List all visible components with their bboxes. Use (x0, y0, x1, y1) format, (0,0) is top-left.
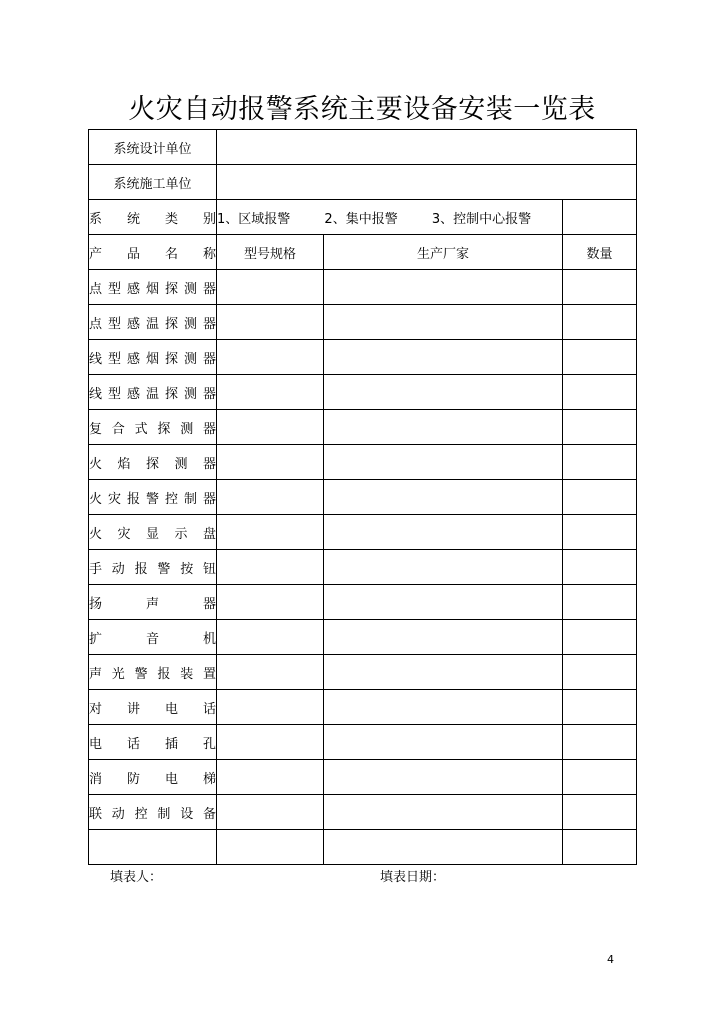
model-spec-cell[interactable] (217, 515, 324, 550)
table-row (89, 305, 637, 340)
manufacturer-cell[interactable] (324, 270, 563, 305)
design-unit-row (89, 130, 637, 165)
manufacturer-cell[interactable] (324, 830, 563, 865)
column-header-row (89, 235, 637, 270)
table-row (89, 585, 637, 620)
model-spec-cell[interactable] (217, 410, 324, 445)
table-row (89, 620, 637, 655)
product-name-cell: 线型感温探测器 (89, 375, 217, 410)
manufacturer-cell[interactable] (324, 690, 563, 725)
product-name-cell: 点型感烟探测器 (89, 270, 217, 305)
product-name-cell: 手 动 报 警 按 钮 (89, 550, 217, 585)
table-row (89, 445, 637, 480)
product-name-cell: 声 光 警 报 装 置 (89, 655, 217, 690)
manufacturer-cell[interactable] (324, 760, 563, 795)
table-row (89, 830, 637, 865)
model-spec-cell[interactable] (217, 270, 324, 305)
model-spec-cell[interactable] (217, 620, 324, 655)
product-name-cell: 消 防 电 梯 (89, 760, 217, 795)
product-name-cell: 线型感烟探测器 (89, 340, 217, 375)
product-name-cell: 火灾报警控制器 (89, 480, 217, 515)
install-unit-label: 系统施工单位 (89, 165, 217, 200)
manufacturer-cell[interactable] (324, 515, 563, 550)
system-type-label: 系 统 类 别 (89, 200, 217, 235)
manufacturer-cell[interactable] (324, 620, 563, 655)
design-unit-field[interactable] (217, 130, 637, 165)
manufacturer-cell[interactable] (324, 795, 563, 830)
model-spec-cell[interactable] (217, 445, 324, 480)
manufacturer-cell[interactable] (324, 340, 563, 375)
model-spec-cell[interactable] (217, 585, 324, 620)
system-type-option-regional[interactable]: 1、区域报警 (217, 211, 291, 227)
table-row (89, 410, 637, 445)
table-row (89, 480, 637, 515)
quantity-cell[interactable] (563, 550, 637, 585)
quantity-cell[interactable] (563, 375, 637, 410)
model-spec-cell[interactable] (217, 550, 324, 585)
system-type-options (217, 200, 563, 235)
quantity-cell[interactable] (563, 410, 637, 445)
manufacturer-cell[interactable] (324, 410, 563, 445)
system-type-row (89, 200, 637, 235)
quantity-cell[interactable] (563, 270, 637, 305)
table-row (89, 550, 637, 585)
manufacturer-cell[interactable] (324, 480, 563, 515)
system-type-extra-cell[interactable] (563, 200, 637, 235)
model-spec-cell[interactable] (217, 690, 324, 725)
manufacturer-cell[interactable] (324, 725, 563, 760)
manufacturer-cell[interactable] (324, 550, 563, 585)
quantity-cell[interactable] (563, 515, 637, 550)
quantity-cell[interactable] (563, 585, 637, 620)
table-row (89, 375, 637, 410)
model-spec-cell[interactable] (217, 725, 324, 760)
document-title: 火灾自动报警系统主要设备安装一览表 (128, 94, 596, 125)
manufacturer-cell[interactable] (324, 375, 563, 410)
table-row (89, 690, 637, 725)
product-name-cell: 扩 音 机 (89, 620, 217, 655)
product-name-cell: 点型感温探测器 (89, 305, 217, 340)
product-name-cell: 对 讲 电 话 (89, 690, 217, 725)
date-label: 填表日期： (380, 870, 446, 885)
model-spec-cell[interactable] (217, 340, 324, 375)
quantity-cell[interactable] (563, 620, 637, 655)
table-row (89, 795, 637, 830)
table-row (89, 270, 637, 305)
equipment-table (88, 129, 637, 865)
product-name-cell (89, 830, 217, 865)
product-name-cell: 火 灾 显 示 盘 (89, 515, 217, 550)
table-row (89, 725, 637, 760)
model-spec-cell[interactable] (217, 655, 324, 690)
product-name-cell: 火 焰 探 测 器 (89, 445, 217, 480)
quantity-cell[interactable] (563, 830, 637, 865)
quantity-cell[interactable] (563, 340, 637, 375)
column-header-manufacturer: 生产厂家 (324, 235, 563, 270)
manufacturer-cell[interactable] (324, 655, 563, 690)
table-row (89, 655, 637, 690)
model-spec-cell[interactable] (217, 375, 324, 410)
design-unit-label: 系统设计单位 (89, 130, 217, 165)
column-header-model-spec: 型号规格 (217, 235, 324, 270)
quantity-cell[interactable] (563, 725, 637, 760)
manufacturer-cell[interactable] (324, 305, 563, 340)
install-unit-row (89, 165, 637, 200)
page-number: 4 (607, 953, 614, 966)
system-type-option-control-center[interactable]: 3、控制中心报警 (431, 211, 532, 227)
product-name-cell: 扬 声 器 (89, 585, 217, 620)
quantity-cell[interactable] (563, 690, 637, 725)
column-header-quantity: 数量 (563, 235, 637, 270)
table-row (89, 760, 637, 795)
manufacturer-cell[interactable] (324, 585, 563, 620)
column-header-product-name: 产 品 名 称 (89, 235, 217, 270)
model-spec-cell[interactable] (217, 795, 324, 830)
system-type-option-centralized[interactable]: 2、集中报警 (324, 211, 398, 227)
quantity-cell[interactable] (563, 480, 637, 515)
manufacturer-cell[interactable] (324, 445, 563, 480)
filler-label: 填表人： (110, 870, 163, 885)
model-spec-cell[interactable] (217, 305, 324, 340)
model-spec-cell[interactable] (217, 830, 324, 865)
quantity-cell[interactable] (563, 655, 637, 690)
quantity-cell[interactable] (563, 305, 637, 340)
model-spec-cell[interactable] (217, 760, 324, 795)
quantity-cell[interactable] (563, 760, 637, 795)
model-spec-cell[interactable] (217, 480, 324, 515)
product-name-cell: 电 话 插 孔 (89, 725, 217, 760)
quantity-cell[interactable] (563, 445, 637, 480)
table-row (89, 340, 637, 375)
product-name-cell: 复 合 式 探 测 器 (89, 410, 217, 445)
product-name-cell: 联 动 控 制 设 备 (89, 795, 217, 830)
install-unit-field[interactable] (217, 165, 637, 200)
table-row (89, 515, 637, 550)
quantity-cell[interactable] (563, 795, 637, 830)
